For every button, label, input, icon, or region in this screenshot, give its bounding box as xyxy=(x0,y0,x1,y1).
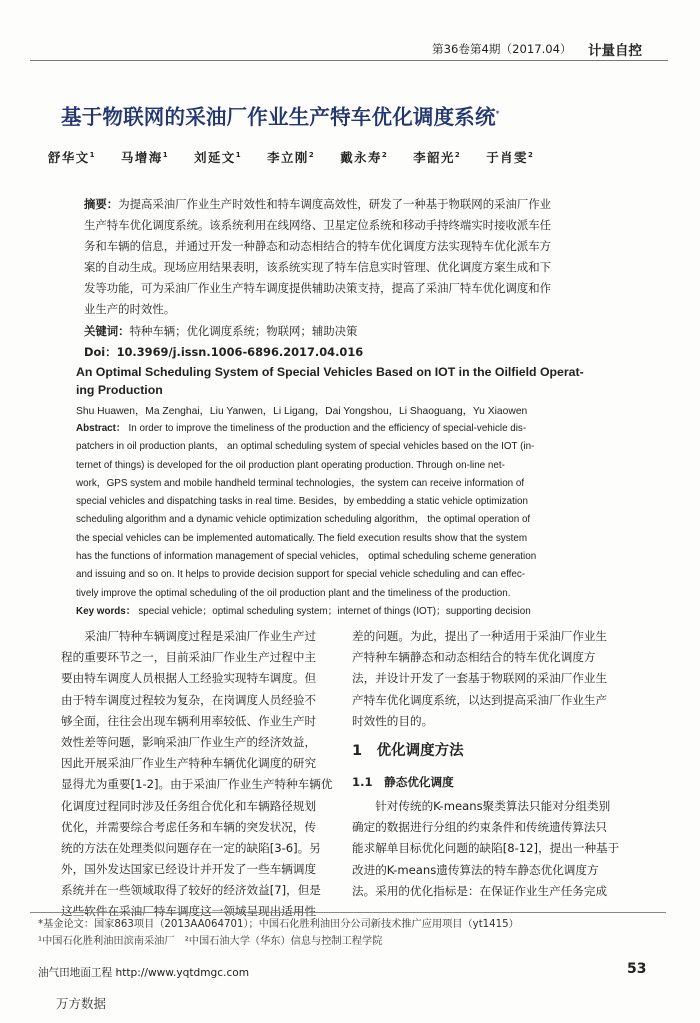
title-en xyxy=(76,363,584,399)
abstract-cn-line: 务和车辆的信息，并通过开发一种静态和动态相结合的特车优化调度方法实现特车优化派车方 xyxy=(84,239,552,254)
abstract-en-line xyxy=(76,420,636,438)
title-footnote-mark: * xyxy=(495,109,500,119)
body-line: 改进的K-means遗传算法的特车静态优化调度方 xyxy=(352,862,599,877)
body-left-column xyxy=(61,626,341,923)
body-line: 要由特车调度人员根据人工经验实现特车调度。但 xyxy=(61,671,317,686)
body-line: 程的重要环节之一，目前采油厂作业生产过程中主 xyxy=(61,650,317,665)
author-affiliation-mark: 2 xyxy=(308,150,316,159)
author-name: 李立刚 xyxy=(267,150,309,165)
abstract-en-line: special vehicles and dispatching tasks in real time. Besides，by embedding a static vehicle optimization xyxy=(76,496,528,508)
abstract-cn-line: 发等功能，可为采油厂作业生产特车调度提供辅助决策支持，提高了采油厂特车优化调度和作 xyxy=(84,281,552,296)
title-en-line: ing Production xyxy=(76,383,163,397)
body-line: 这些软件在采油厂特车调度这一领域呈现出适用性 xyxy=(61,904,317,919)
section-heading-1-1: 1.1 静态优化调度 xyxy=(352,774,454,789)
body-line: 因此开展采油厂作业生产特种车辆优化调度的研究 xyxy=(61,756,317,771)
author-name: 马增海 xyxy=(121,150,163,165)
author-affiliation-mark: 2 xyxy=(381,150,389,159)
abstract-en-line: patchers in oil production plants， an optimal scheduling system of special vehicles based on the IOT (in- xyxy=(76,441,535,453)
footnote-funding: *基金论文：国家863项目（2013AA064701）；中国石化胜利油田分公司新技术推广应用项目（yt1415） xyxy=(38,919,519,930)
body-line: 外，国外发达国家已经设计并开发了一些车辆调度 xyxy=(61,862,317,877)
body-line: 够全面，往往会出现车辆利用率较低、作业生产时 xyxy=(61,713,317,728)
author-affiliation-mark: 1 xyxy=(162,150,170,159)
body-line: 系统并在一些领域取得了较好的经济效益[7]，但是 xyxy=(61,883,321,898)
keywords-en-label: Key words： xyxy=(76,605,136,617)
footnote-rule xyxy=(30,912,666,913)
author xyxy=(48,150,96,165)
author-name: 戴永寿 xyxy=(340,150,382,165)
abstract-en-line: scheduling algorithm and a dynamic vehicle optimization scheduling algorithm， the optimal operation of xyxy=(76,514,531,526)
abstract-cn xyxy=(84,194,644,363)
author xyxy=(267,150,315,165)
abstract-en-line: work，GPS system and mobile handheld terminal technologies，the system can receive information of xyxy=(76,477,525,489)
footer-journal[interactable]: 油气田地面工程 http://www.yqtdmgc.com xyxy=(38,967,250,979)
author-affiliation-mark: 1 xyxy=(89,150,97,159)
body-line: 显得尤为重要[1-2]。由于采油厂作业生产特种车辆优 xyxy=(61,777,333,792)
keywords-cn-text: 特种车辆；优化调度系统；物联网；辅助决策 xyxy=(129,323,358,338)
abstract-en xyxy=(76,420,636,621)
author xyxy=(121,150,169,165)
title-en-line: An Optimal Scheduling System of Special Vehicles Based on IOT in the Oilfield Operat- xyxy=(76,365,584,379)
author-affiliation-mark: 2 xyxy=(454,150,462,159)
author-affiliation-mark: 2 xyxy=(527,150,535,159)
body-line: 法，并设计开发了一套基于物联网的采油厂作业生 xyxy=(352,671,608,686)
author-name: 于肖雯 xyxy=(486,150,528,165)
abstract-en-label: Abstract： xyxy=(76,423,126,434)
keywords-cn-label: 关键词： xyxy=(84,323,130,338)
keywords-en xyxy=(76,603,636,621)
body-line: 针对传统的K-means聚类算法只能对分组类别 xyxy=(352,798,611,813)
body-line: 效性差等问题，影响采油厂作业生产的经济效益， xyxy=(61,734,317,749)
abstract-cn-label: 摘要： xyxy=(84,197,119,211)
journal-name: 计量自控 xyxy=(588,43,642,59)
body-line: 能求解单目标优化问题的缺陷[8-12]，提出一种基于 xyxy=(352,841,620,856)
body-line: 采油厂特种车辆调度过程是采油厂作业生产过 xyxy=(61,629,317,643)
authors-en: Shu Huawen，Ma Zenghai，Liu Yanwen，Li Ligang，Dai Yongshou，Li Shaoguang，Yu Xiaowen xyxy=(76,406,528,417)
abstract-en-text: In order to improve the timeliness of the production and the efficiency of special-vehicle dis- xyxy=(128,423,527,434)
keywords-cn xyxy=(84,321,644,342)
author xyxy=(194,150,242,165)
abstract-en-line: ternet of things) is developed for the oil production plant operating production. Through on-line net- xyxy=(76,459,505,471)
body-line: 确定的数据进行分组的约束条件和传统遗传算法只 xyxy=(352,820,608,835)
body-right-top xyxy=(352,626,652,732)
author xyxy=(413,150,461,165)
abstract-en-line: tively improve the optimal scheduling of the oil production plant and the timeliness of the production. xyxy=(76,587,511,599)
author-name: 李韶光 xyxy=(413,150,455,165)
header-rule xyxy=(30,60,668,61)
abstract-cn-line: 案的自动生成。现场应用结果表明，该系统实现了特车信息实时管理、优化调度方案生成和下 xyxy=(84,260,552,275)
body-line: 差的问题。为此，提出了一种适用于采油厂作业生 xyxy=(352,629,608,643)
body-right-column xyxy=(352,626,652,902)
abstract-cn-line: 生产特车优化调度系统。该系统利用在线网络、卫星定位系统和移动手持终端实时接收派车任 xyxy=(84,218,552,233)
page-number: 53 xyxy=(627,961,647,977)
section-heading-1: 1 优化调度方法 xyxy=(352,742,464,759)
body-line: 产特车优化调度系统，以达到提高采油厂作业生产 xyxy=(352,692,608,707)
keywords-en-text: special vehicle；optimal scheduling system；internet of things (IOT)；supporting decision xyxy=(138,605,531,617)
author-name: 舒华文 xyxy=(48,150,90,165)
author-affiliation-mark: 1 xyxy=(235,150,243,159)
body-line: 时效性的目的。 xyxy=(352,713,434,728)
abstract-cn-line xyxy=(84,194,644,215)
footnote-affiliations: ¹中国石化胜利油田滨南采油厂 ²中国石油大学（华东）信息与控制工程学院 xyxy=(38,936,383,947)
body-line: 产特种车辆静态和动态相结合的特车优化调度方 xyxy=(352,650,596,665)
abstract-en-line: has the functions of information management of special vehicles， optimal scheduling scheme generation xyxy=(76,551,537,563)
abstract-cn-line: 业生产的时效性。 xyxy=(84,302,176,317)
author xyxy=(486,150,534,165)
author-list xyxy=(48,148,534,166)
body-line: 统的方法在处理类似问题存在一定的缺陷[3-6]。另 xyxy=(61,840,321,855)
body-line: 化调度过程同时涉及任务组合优化和车辆路径规划 xyxy=(61,798,317,813)
doi[interactable]: Doi：10.3969/j.issn.1006-6896.2017.04.016 xyxy=(84,344,364,359)
abstract-en-line: the special vehicles can be implemented automatically. The field execution results show that the system xyxy=(76,532,528,544)
body-right-bottom xyxy=(352,796,652,902)
abstract-cn-text: 为提高采油厂作业生产时效性和特车调度高效性，研发了一种基于物联网的采油厂作业 xyxy=(118,197,552,211)
body-line: 优化，并需要综合考虑任务和车辆的突发状况，传 xyxy=(61,819,317,834)
watermark: 万方数据 xyxy=(56,996,107,1011)
paper-title xyxy=(61,100,500,130)
paper-title-text: 基于物联网的采油厂作业生产特车优化调度系统 xyxy=(61,105,496,129)
footnotes xyxy=(38,916,519,950)
journal-issue: 第36卷第4期（2017.04） xyxy=(432,42,572,56)
body-line: 由于特车调度过程较为复杂，在岗调度人员经验不 xyxy=(61,692,317,707)
author-name: 刘延文 xyxy=(194,150,236,165)
body-line: 法。采用的优化指标是：在保证作业生产任务完成 xyxy=(352,883,608,898)
abstract-en-line: and issuing and so on. It helps to provide decision support for special vehicle scheduling and can effec- xyxy=(76,569,526,581)
author xyxy=(340,150,388,165)
